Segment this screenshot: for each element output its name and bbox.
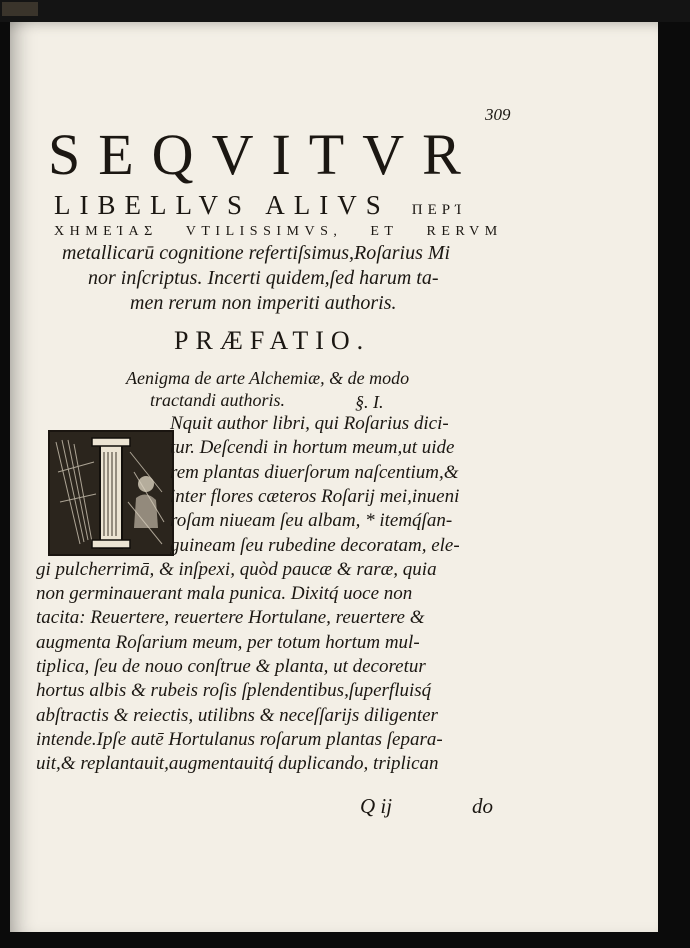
body-line: augmenta Roſarium meum, per totum hortum mul-: [36, 631, 420, 653]
woodcut-illustration: [50, 432, 172, 554]
catchword: do: [472, 794, 493, 818]
body-line: tur. Deſcendi in hortum meum,ut uide: [170, 437, 455, 459]
subtitle-line-1-main: LIBELLVS ALIVS: [54, 190, 390, 220]
subtitle-line-2-d: RERVM: [426, 224, 503, 239]
aenigma-line-2: tractandi authoris.: [150, 390, 286, 410]
body-line: rem plantas diuerſorum naſcentium,&: [170, 461, 459, 483]
section-heading: PRÆFATIO.: [174, 326, 371, 355]
body-line: inter flores cæteros Roſarij mei,inueni: [170, 485, 460, 507]
page-number: 309: [485, 105, 511, 124]
page-title: SEQVITVR: [48, 122, 479, 187]
book-page: [10, 22, 658, 932]
subtitle-line-3: metallicarū cognitione refertiſsimus,Roſarius Mi: [62, 242, 451, 264]
body-line: guineam ſeu rubedine decoratam, ele-: [170, 534, 460, 556]
section-mark: §. I.: [355, 392, 384, 412]
scan-tab-marker: [2, 2, 38, 16]
signature-mark: Q ij: [360, 794, 393, 818]
body-line: uit,& replantauit,augmentauitq́ duplicando, triplican: [36, 753, 439, 775]
body-line: tiplica, ſeu de nouo conſtrue & planta, ut decoretur: [36, 656, 426, 677]
body-line: abſtractis & reiectis, utilibns & neceſſarijs diligenter: [36, 704, 438, 726]
woodcut-initial-icon: [48, 430, 174, 556]
body-line: non germinauerant mala punica. Dixitq́ uoce non: [36, 583, 413, 605]
subtitle-line-4: nor inſcriptus. Incerti quidem,ſed harum ta-: [88, 267, 439, 289]
subtitle-line-5: men rerum non imperiti authoris.: [130, 292, 397, 314]
subtitle-line-2-b: VTILISSIMVS,: [185, 224, 343, 239]
aenigma-line-1: Aenigma de arte Alchemiæ, & de modo: [126, 368, 410, 388]
subtitle-line-1: [54, 190, 466, 221]
body-line: Nquit author libri, qui Roſarius dici-: [170, 413, 449, 434]
body-line: roſam niueam ſeu albam, * itemq́ſan-: [170, 510, 453, 532]
scan-border-top: [0, 0, 690, 22]
body-line: gi pulcherrimā, & inſpexi, quòd paucæ & raræ, quia: [36, 558, 437, 580]
subtitle-line-1-greek: ΠΕΡΊ: [411, 202, 467, 218]
body-line: hortus albis & rubeis roſis ſplendentibus,ſuperfluisq́: [36, 680, 432, 702]
subtitle-line-2-c: ET: [370, 224, 399, 239]
body-line: intende.Ipſe autē Hortulanus roſarum plantas ſepara-: [36, 728, 443, 750]
subtitle-line-2: [54, 224, 503, 240]
subtitle-line-2-a: ΧΗΜΕΊΑΣ: [54, 224, 158, 239]
body-line: tacita: Reuertere, reuertere Hortulane, reuertere &: [36, 607, 425, 629]
